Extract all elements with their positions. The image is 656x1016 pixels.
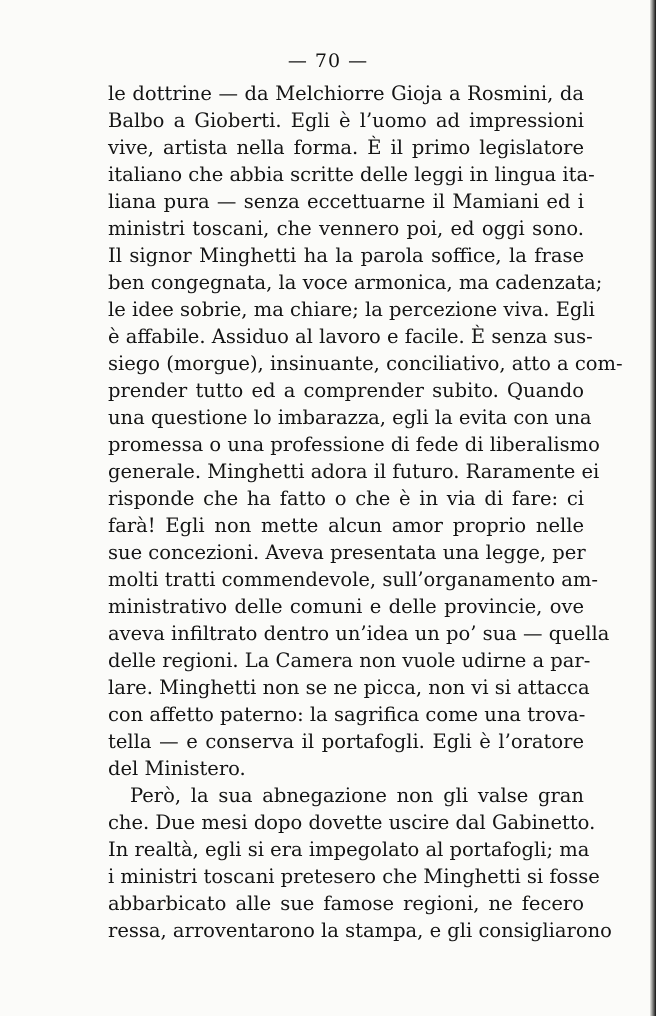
text-line: è affabile. Assiduo al lavoro e facile. È senza sus- xyxy=(108,325,593,348)
text-line: italiano che abbia scritte delle leggi in lingua ita- xyxy=(108,163,595,186)
text-line: Il signor Minghetti ha la parola soffice, la frase xyxy=(108,244,584,267)
page-number: — 70 — xyxy=(287,50,369,72)
text-line: abbarbicato alle sue famose regioni, ne fecero xyxy=(108,892,584,915)
text-line: tella — e conserva il portafogli. Egli è l’oratore xyxy=(108,730,584,753)
text-line: delle regioni. La Camera non vuole udirne a par- xyxy=(108,649,591,672)
text-line: i ministri toscani pretesero che Minghetti si fosse xyxy=(108,865,600,888)
text-line: del Ministero. xyxy=(108,757,246,780)
text-line: le dottrine — da Melchiorre Gioja a Rosmini, da xyxy=(108,82,584,105)
text-line: una questione lo imbarazza, egli la evita con una xyxy=(108,406,592,429)
text-line: ministri toscani, che vennero poi, ed oggi sono. xyxy=(108,217,584,240)
text-line: sue concezioni. Aveva presentata una legge, per xyxy=(108,541,586,564)
text-line: In realtà, egli si era impegolato al portafogli; ma xyxy=(108,838,590,861)
text-line: promessa o una professione di fede di liberalismo xyxy=(108,433,600,456)
text-line: Balbo a Gioberti. Egli è l’uomo ad impressioni xyxy=(108,109,584,132)
text-line: ministrativo delle comuni e delle provincie, ove xyxy=(108,595,584,618)
text-line: lare. Minghetti non se ne picca, non vi si attacca xyxy=(108,676,590,699)
text-line: siego (morgue), insinuante, conciliativo, atto a com- xyxy=(108,352,623,375)
page-edge-shadow xyxy=(650,0,656,1016)
text-line: generale. Minghetti adora il futuro. Raramente ei xyxy=(108,460,600,483)
text-line: ben congegnata, la voce armonica, ma cadenzata; xyxy=(108,271,603,294)
text-line: molti tratti commendevole, sull’organamento am- xyxy=(108,568,598,591)
text-line: farà! Egli non mette alcun amor proprio nelle xyxy=(108,514,584,537)
text-line: le idee sobrie, ma chiare; la percezione viva. Egli xyxy=(108,298,595,321)
text-line: ressa, arroventarono la stampa, e gli consigliarono xyxy=(108,919,612,942)
text-line: vive, artista nella forma. È il primo legislatore xyxy=(108,136,584,159)
body-text xyxy=(108,80,623,944)
text-line: prender tutto ed a comprender subito. Quando xyxy=(108,379,584,402)
text-line: liana pura — senza eccettuarne il Mamiani ed i xyxy=(108,190,584,213)
text-line: con affetto paterno: la sagrifica come una trova- xyxy=(108,703,586,726)
text-line: che. Due mesi dopo dovette uscire dal Gabinetto. xyxy=(108,811,596,834)
text-line: risponde che ha fatto o che è in via di fare: ci xyxy=(108,487,584,510)
text-line: Però, la sua abnegazione non gli valse gran xyxy=(130,784,584,807)
text-line: aveva infiltrato dentro un’idea un po’ sua — quella xyxy=(108,622,610,645)
